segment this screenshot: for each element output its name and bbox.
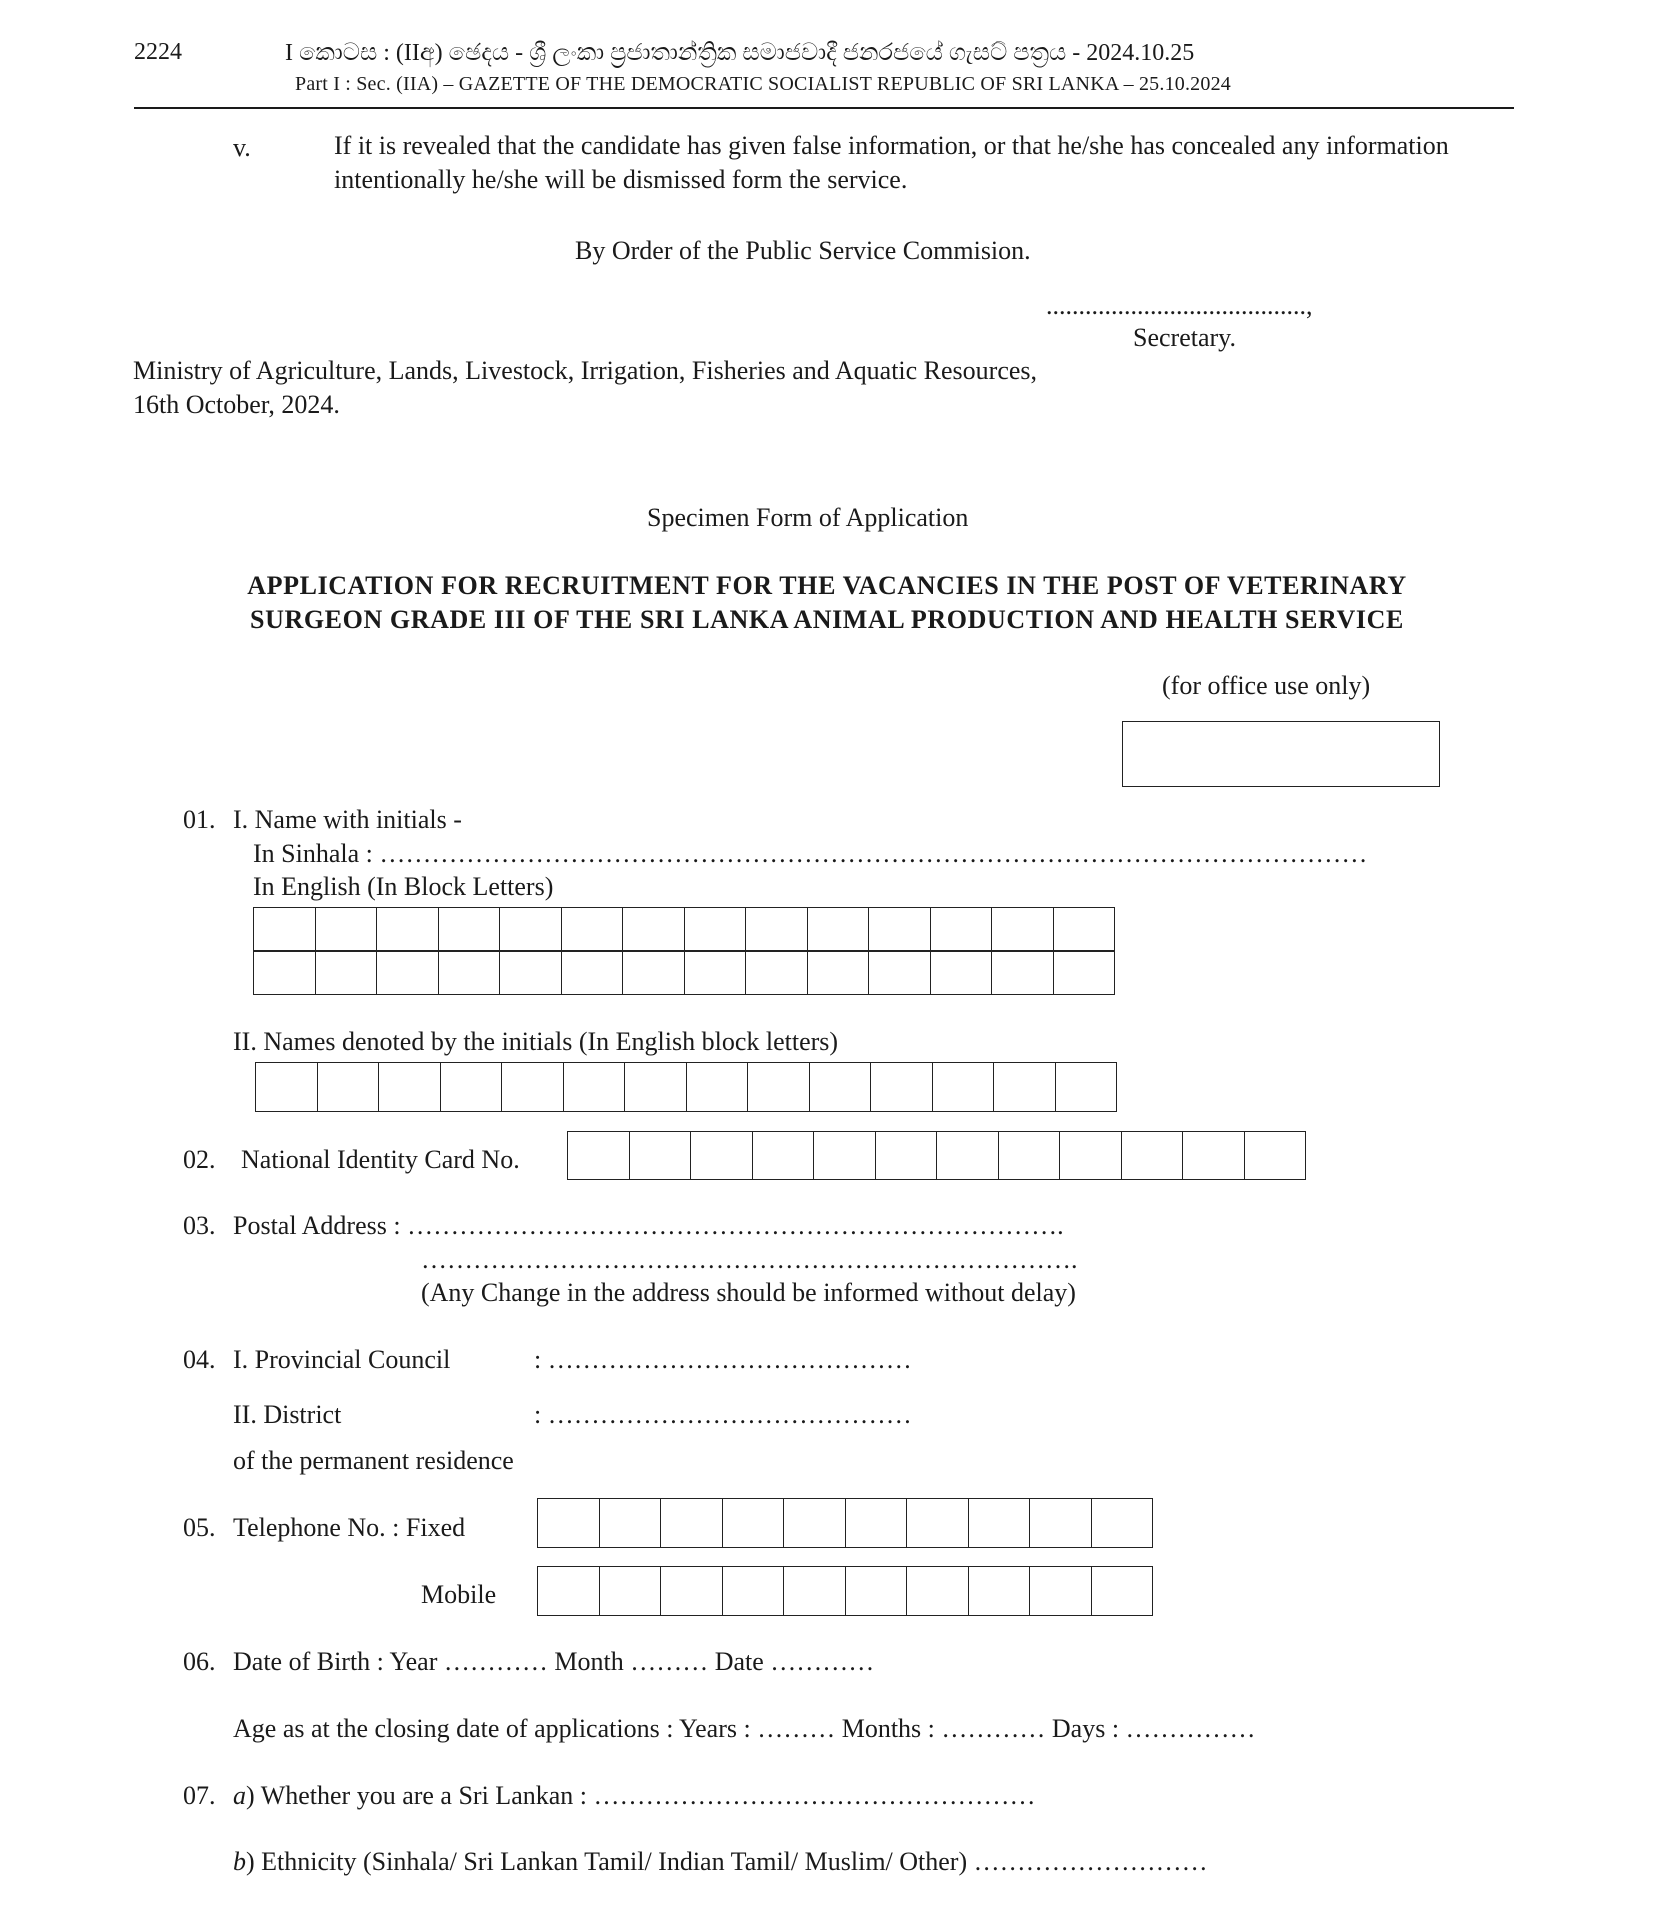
q03-address-field[interactable]: Postal Address : …………………………………………………………………. xyxy=(233,1211,1064,1240)
q04-provincial-field[interactable]: : …………………………………… xyxy=(534,1345,912,1374)
q07-a-field[interactable] xyxy=(233,1781,1036,1811)
secretary-title: Secretary. xyxy=(1133,323,1236,352)
q07-a-marker: a xyxy=(233,1781,246,1810)
q04-residence-label: of the permanent residence xyxy=(233,1446,514,1475)
name-english-grid-row1[interactable] xyxy=(253,907,1115,952)
clause-marker: v. xyxy=(233,133,251,162)
q02-number: 02. xyxy=(183,1145,216,1174)
order-text: By Order of the Public Service Commision. xyxy=(575,236,1031,265)
q04-number: 04. xyxy=(183,1345,216,1374)
q01-english-label: In English (In Block Letters) xyxy=(253,872,554,901)
phone-fixed-grid[interactable] xyxy=(537,1498,1153,1548)
nic-grid[interactable] xyxy=(567,1131,1306,1180)
q05-mobile-label: Mobile xyxy=(421,1580,497,1609)
q06-number: 06. xyxy=(183,1647,216,1676)
q07-number: 07. xyxy=(183,1781,216,1810)
names-denoted-grid[interactable] xyxy=(255,1062,1117,1112)
q02-label: National Identity Card No. xyxy=(241,1145,520,1174)
page-number: 2224 xyxy=(134,39,182,65)
clause-text-line1: If it is revealed that the candidate has given false information, or that he/she has concealed any information xyxy=(334,131,1449,160)
q01-label: I. Name with initials - xyxy=(233,805,462,834)
ministry-name: Ministry of Agriculture, Lands, Livestock, Irrigation, Fisheries and Aquatic Resources, xyxy=(133,356,1038,385)
q07-b-text: ) Ethnicity (Sinhala/ Sri Lankan Tamil/ Indian Tamil/ Muslim/ Other) ……………………… xyxy=(246,1847,1208,1876)
form-heading-line2: SURGEON GRADE III OF THE SRI LANKA ANIMAL PRODUCTION AND HEALTH SERVICE xyxy=(250,605,1404,634)
q03-address-line2[interactable]: …………………………………………………………………. xyxy=(421,1245,1078,1274)
q03-number: 03. xyxy=(183,1211,216,1240)
q07-a-text: ) Whether you are a Sri Lankan : …………………………………………… xyxy=(246,1781,1036,1810)
form-heading-line1: APPLICATION FOR RECRUITMENT FOR THE VACANCIES IN THE POST OF VETERINARY xyxy=(247,571,1407,600)
name-english-grid-row2[interactable] xyxy=(253,950,1115,995)
clause-text-line2: intentionally he/she will be dismissed form the service. xyxy=(334,165,908,194)
q01-number: 01. xyxy=(183,805,216,834)
sinhala-header-title: I කොටස : (IIඅ) ඡෙදය - ශ්‍රී ලංකා ප්‍රජාතාන්ත්‍රික සමාජවාදී ජනරජයේ ගැසට් පත්‍රය - 2024.10.25 xyxy=(285,40,1195,66)
header-rule xyxy=(134,107,1514,109)
office-use-box[interactable] xyxy=(1122,721,1440,787)
signature-dots: ........................................, xyxy=(1046,291,1313,320)
office-use-label: (for office use only) xyxy=(1162,671,1371,700)
english-header-title: Part I : Sec. (IIA) – GAZETTE OF THE DEMOCRATIC SOCIALIST REPUBLIC OF SRI LANKA – 25.10.2024 xyxy=(295,73,1231,95)
q01-sinhala-field[interactable]: In Sinhala : …………………………………………………………………………………………………… xyxy=(253,839,1368,868)
specimen-title: Specimen Form of Application xyxy=(647,503,969,532)
q05-number: 05. xyxy=(183,1513,216,1542)
q04-district-field[interactable]: : …………………………………… xyxy=(534,1400,912,1429)
q04-district-label: II. District xyxy=(233,1400,342,1429)
q07-b-marker: b xyxy=(233,1847,246,1876)
q03-note: (Any Change in the address should be informed without delay) xyxy=(421,1278,1076,1307)
q06-age-field[interactable]: Age as at the closing date of applications : Years : ……… Months : ………… Days : …………… xyxy=(233,1714,1256,1743)
q06-dob-field[interactable]: Date of Birth : Year ………… Month ……… Date ………… xyxy=(233,1647,875,1676)
q05-fixed-label: Telephone No. : Fixed xyxy=(233,1513,466,1542)
q07-b-field[interactable] xyxy=(233,1847,1208,1877)
ministry-date: 16th October, 2024. xyxy=(133,390,340,419)
phone-mobile-grid[interactable] xyxy=(537,1566,1153,1616)
q04-provincial-label: I. Provincial Council xyxy=(233,1345,451,1374)
q01-names-label: II. Names denoted by the initials (In English block letters) xyxy=(233,1027,839,1056)
